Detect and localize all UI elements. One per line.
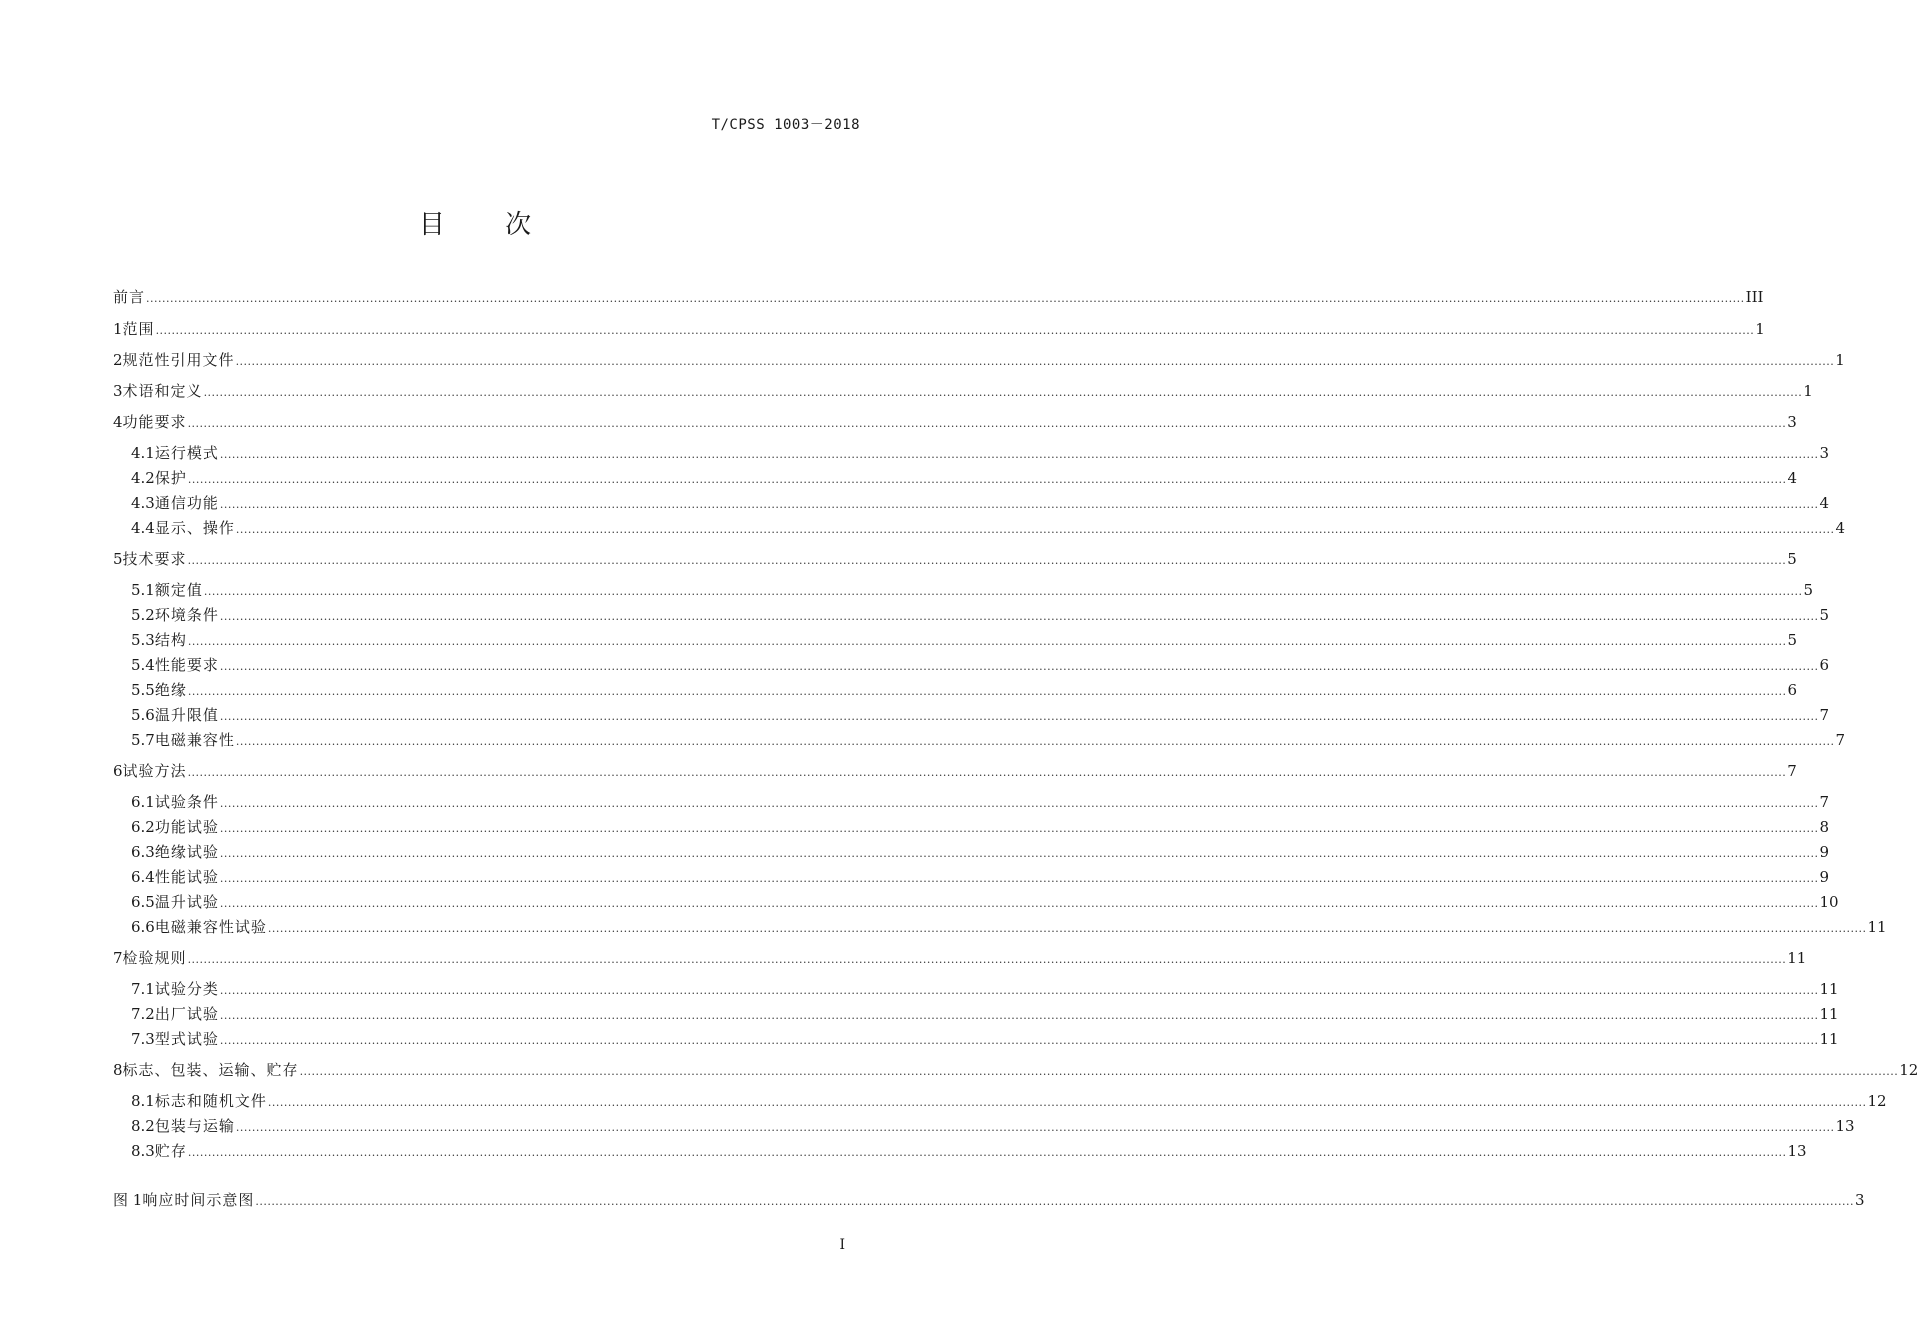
toc-entry[interactable] bbox=[113, 548, 1797, 570]
toc-entry-label: 电磁兼容性试验 bbox=[154, 918, 267, 936]
toc-entry-number: 6.1 bbox=[131, 793, 155, 811]
toc-entry-number: 6.6 bbox=[131, 918, 155, 936]
dot-leader: ................................................................................................................................................................................................................................................................................................................................................................................................................ bbox=[219, 872, 1819, 885]
dot-leader: ................................................................................................................................................................................................................................................................................................................................................................................................................ bbox=[219, 897, 1819, 910]
toc-entry-page: 8 bbox=[1819, 818, 1830, 836]
toc-entry-number: 5.4 bbox=[131, 656, 155, 674]
toc-entry[interactable] bbox=[131, 816, 1830, 838]
dot-leader: ................................................................................................................................................................................................................................................................................................................................................................................................................ bbox=[155, 324, 1755, 337]
toc-entry-page: 10 bbox=[1819, 893, 1839, 911]
toc-entry-number: 5.1 bbox=[131, 581, 155, 599]
toc-entry-label: 范围 bbox=[122, 320, 155, 338]
toc-entry-label: 功能要求 bbox=[122, 413, 187, 431]
toc-entry-page: 6 bbox=[1787, 681, 1798, 699]
toc-entry-number: 5.3 bbox=[131, 631, 155, 649]
toc-entry-label: 响应时间示意图 bbox=[142, 1191, 255, 1209]
toc-entry-label: 电磁兼容性 bbox=[154, 731, 235, 749]
dot-leader: ................................................................................................................................................................................................................................................................................................................................................................................................................ bbox=[187, 554, 1787, 567]
toc-entry-number: 7.1 bbox=[131, 980, 155, 998]
toc-entry[interactable] bbox=[131, 604, 1830, 626]
toc-entry-label: 通信功能 bbox=[154, 494, 219, 512]
toc-entry-label: 前言 bbox=[113, 288, 146, 306]
toc-entry-number: 8.3 bbox=[131, 1142, 155, 1160]
dot-leader: ................................................................................................................................................................................................................................................................................................................................................................................................................ bbox=[203, 386, 1803, 399]
dot-leader: ................................................................................................................................................................................................................................................................................................................................................................................................................ bbox=[299, 1065, 1899, 1078]
dot-leader: ................................................................................................................................................................................................................................................................................................................................................................................................................ bbox=[219, 984, 1819, 997]
toc-entry[interactable] bbox=[131, 791, 1830, 813]
toc-entry-number: 5.5 bbox=[131, 681, 155, 699]
toc-entry-label: 包装与运输 bbox=[154, 1117, 235, 1135]
toc-entry-page: 11 bbox=[1819, 980, 1839, 998]
page-title: 目 次 bbox=[418, 210, 558, 240]
toc-entry[interactable] bbox=[131, 629, 1798, 651]
toc-entry-label: 温升限值 bbox=[154, 706, 219, 724]
toc-entry-label: 运行模式 bbox=[154, 444, 219, 462]
toc-entry-label: 功能试验 bbox=[154, 818, 219, 836]
toc-entry-number: 1 bbox=[113, 320, 123, 338]
dot-leader: ................................................................................................................................................................................................................................................................................................................................................................................................................ bbox=[219, 448, 1819, 461]
dot-leader: ................................................................................................................................................................................................................................................................................................................................................................................................................ bbox=[219, 822, 1819, 835]
toc-entry-label: 技术要求 bbox=[122, 550, 187, 568]
dot-leader: ................................................................................................................................................................................................................................................................................................................................................................................................................ bbox=[235, 1121, 1835, 1134]
toc-entry-page: 1 bbox=[1755, 320, 1765, 338]
dot-leader: ................................................................................................................................................................................................................................................................................................................................................................................................................ bbox=[187, 766, 1787, 779]
toc-entry-page: 5 bbox=[1787, 550, 1797, 568]
toc-entry-number: 8.2 bbox=[131, 1117, 155, 1135]
toc-entry-number: 3 bbox=[113, 382, 123, 400]
toc-entry-label: 出厂试验 bbox=[154, 1005, 219, 1023]
dot-leader: ................................................................................................................................................................................................................................................................................................................................................................................................................ bbox=[267, 922, 1867, 935]
standard-code: T/CPSS 1003－2018 bbox=[711, 117, 860, 133]
page-number: I bbox=[839, 1237, 845, 1253]
dot-leader: ................................................................................................................................................................................................................................................................................................................................................................................................................ bbox=[219, 847, 1819, 860]
toc-entry-label: 试验方法 bbox=[122, 762, 187, 780]
toc-entry-page: 4 bbox=[1835, 519, 1846, 537]
toc-entry-number: 7.2 bbox=[131, 1005, 155, 1023]
toc-entry-page: 5 bbox=[1787, 631, 1798, 649]
toc-entry[interactable] bbox=[131, 442, 1830, 464]
toc-entry-label: 型式试验 bbox=[154, 1030, 219, 1048]
dot-leader: ................................................................................................................................................................................................................................................................................................................................................................................................................ bbox=[187, 685, 1787, 698]
toc-entry[interactable] bbox=[113, 286, 1764, 308]
toc-entry-number: 6.5 bbox=[131, 893, 155, 911]
toc-entry-number: 4.4 bbox=[131, 519, 155, 537]
toc-entry-number: 5.6 bbox=[131, 706, 155, 724]
toc-entry-number: 6.2 bbox=[131, 818, 155, 836]
toc-entry-label: 温升试验 bbox=[154, 893, 219, 911]
toc-entry-number: 5.7 bbox=[131, 731, 155, 749]
toc-entry[interactable] bbox=[113, 947, 1807, 969]
toc-entry-label: 结构 bbox=[154, 631, 187, 649]
toc-entry-number: 4.3 bbox=[131, 494, 155, 512]
toc-entry-number: 8.1 bbox=[131, 1092, 155, 1110]
toc-entry-number: 7 bbox=[113, 949, 123, 967]
toc-entry-page: 11 bbox=[1819, 1005, 1839, 1023]
toc-entry-page: III bbox=[1745, 288, 1764, 306]
toc-entry[interactable] bbox=[131, 866, 1830, 888]
toc-entry-label: 性能要求 bbox=[154, 656, 219, 674]
toc-entry-page: 5 bbox=[1819, 606, 1830, 624]
toc-entry-label: 保护 bbox=[154, 469, 187, 487]
toc-entry[interactable] bbox=[131, 654, 1830, 676]
toc-entry-page: 4 bbox=[1787, 469, 1798, 487]
toc-entry[interactable] bbox=[131, 1028, 1839, 1050]
toc-entry-label: 标志、包装、运输、贮存 bbox=[122, 1061, 299, 1079]
toc-entry-page: 12 bbox=[1899, 1061, 1918, 1079]
toc-entry[interactable] bbox=[131, 579, 1814, 601]
toc-entry-page: 7 bbox=[1819, 706, 1830, 724]
dot-leader: ................................................................................................................................................................................................................................................................................................................................................................................................................ bbox=[255, 1195, 1854, 1208]
toc-entry-number: 6.3 bbox=[131, 843, 155, 861]
toc-entry[interactable] bbox=[131, 891, 1839, 913]
toc-entry-page: 9 bbox=[1819, 843, 1830, 861]
dot-leader: ................................................................................................................................................................................................................................................................................................................................................................................................................ bbox=[219, 1034, 1819, 1047]
toc-entry-page: 7 bbox=[1787, 762, 1797, 780]
dot-leader: ................................................................................................................................................................................................................................................................................................................................................................................................................ bbox=[187, 473, 1787, 486]
toc-entry[interactable] bbox=[113, 760, 1797, 782]
toc-entry-label: 试验条件 bbox=[154, 793, 219, 811]
dot-leader: ................................................................................................................................................................................................................................................................................................................................................................................................................ bbox=[219, 797, 1819, 810]
toc-entry-page: 6 bbox=[1819, 656, 1830, 674]
toc-entry[interactable] bbox=[113, 318, 1765, 340]
toc-entry-page: 3 bbox=[1819, 444, 1830, 462]
toc-entry-number: 5 bbox=[113, 550, 123, 568]
dot-leader: ................................................................................................................................................................................................................................................................................................................................................................................................................ bbox=[219, 1009, 1819, 1022]
toc-entry[interactable] bbox=[131, 1115, 1855, 1137]
toc-entry-page: 7 bbox=[1835, 731, 1846, 749]
toc-entry[interactable] bbox=[131, 978, 1839, 1000]
toc-entry-page: 9 bbox=[1819, 868, 1830, 886]
toc-entry-label: 性能试验 bbox=[154, 868, 219, 886]
toc-entry-page: 4 bbox=[1819, 494, 1830, 512]
toc-entry-number: 图 1 bbox=[113, 1191, 143, 1209]
dot-leader: ................................................................................................................................................................................................................................................................................................................................................................................................................ bbox=[235, 735, 1835, 748]
toc-entry-number: 4 bbox=[113, 413, 123, 431]
dot-leader: ................................................................................................................................................................................................................................................................................................................................................................................................................ bbox=[187, 953, 1787, 966]
dot-leader: ................................................................................................................................................................................................................................................................................................................................................................................................................ bbox=[187, 635, 1787, 648]
toc-entry[interactable] bbox=[113, 380, 1813, 402]
toc-entry[interactable] bbox=[131, 729, 1846, 751]
toc-entry[interactable] bbox=[131, 1140, 1807, 1162]
toc-entry-page: 7 bbox=[1819, 793, 1830, 811]
dot-leader: ................................................................................................................................................................................................................................................................................................................................................................................................................ bbox=[219, 610, 1819, 623]
toc-entry-number: 4.2 bbox=[131, 469, 155, 487]
toc-entry[interactable] bbox=[131, 704, 1830, 726]
toc-entry[interactable] bbox=[131, 841, 1830, 863]
toc-entry-page: 13 bbox=[1787, 1142, 1807, 1160]
toc-entry-number: 7.3 bbox=[131, 1030, 155, 1048]
toc-entry[interactable] bbox=[131, 1090, 1887, 1112]
dot-leader: ................................................................................................................................................................................................................................................................................................................................................................................................................ bbox=[219, 710, 1819, 723]
toc-entry-label: 绝缘 bbox=[154, 681, 187, 699]
toc-entry[interactable] bbox=[131, 517, 1846, 539]
toc-entry-number: 5.2 bbox=[131, 606, 155, 624]
toc-entry-page: 3 bbox=[1787, 413, 1797, 431]
dot-leader: ................................................................................................................................................................................................................................................................................................................................................................................................................ bbox=[203, 585, 1803, 598]
toc-entry-label: 规范性引用文件 bbox=[122, 351, 235, 369]
toc-entry-page: 11 bbox=[1787, 949, 1807, 967]
dot-leader: ................................................................................................................................................................................................................................................................................................................................................................................................................ bbox=[187, 1146, 1787, 1159]
toc-entry[interactable] bbox=[131, 467, 1798, 489]
toc-entry-page: 11 bbox=[1819, 1030, 1839, 1048]
toc-entry[interactable] bbox=[131, 916, 1887, 938]
toc-entry-number: 8 bbox=[113, 1061, 123, 1079]
toc-entry[interactable] bbox=[131, 1003, 1839, 1025]
toc-entry-label: 显示、操作 bbox=[154, 519, 235, 537]
toc-entry[interactable] bbox=[131, 492, 1830, 514]
toc-entry-page: 11 bbox=[1867, 918, 1887, 936]
dot-leader: ................................................................................................................................................................................................................................................................................................................................................................................................................ bbox=[235, 523, 1835, 536]
toc-entry-page: 13 bbox=[1835, 1117, 1855, 1135]
toc-entry-label: 检验规则 bbox=[122, 949, 187, 967]
toc-entry-page: 1 bbox=[1803, 382, 1813, 400]
toc-entry-number: 6.4 bbox=[131, 868, 155, 886]
toc-entry-label: 环境条件 bbox=[154, 606, 219, 624]
dot-leader: ................................................................................................................................................................................................................................................................................................................................................................................................................ bbox=[146, 292, 1745, 305]
toc-entry-page: 3 bbox=[1854, 1191, 1865, 1209]
toc-entry-label: 标志和随机文件 bbox=[154, 1092, 267, 1110]
toc-entry[interactable] bbox=[131, 679, 1798, 701]
toc-entry-page: 12 bbox=[1867, 1092, 1887, 1110]
dot-leader: ................................................................................................................................................................................................................................................................................................................................................................................................................ bbox=[219, 498, 1819, 511]
toc-entry-number: 2 bbox=[113, 351, 123, 369]
toc-entry-label: 试验分类 bbox=[154, 980, 219, 998]
dot-leader: ................................................................................................................................................................................................................................................................................................................................................................................................................ bbox=[235, 355, 1835, 368]
toc-entry-number: 4.1 bbox=[131, 444, 155, 462]
toc-entry-label: 贮存 bbox=[154, 1142, 187, 1160]
toc-entry[interactable] bbox=[113, 1059, 1918, 1081]
toc-entry-number: 6 bbox=[113, 762, 123, 780]
toc-entry[interactable] bbox=[113, 349, 1845, 371]
toc-entry-label: 绝缘试验 bbox=[154, 843, 219, 861]
toc-entry-page: 1 bbox=[1835, 351, 1845, 369]
toc-entry-label: 额定值 bbox=[154, 581, 203, 599]
toc-entry-label: 术语和定义 bbox=[122, 382, 203, 400]
toc-entry[interactable] bbox=[113, 1189, 1865, 1211]
dot-leader: ................................................................................................................................................................................................................................................................................................................................................................................................................ bbox=[187, 417, 1787, 430]
dot-leader: ................................................................................................................................................................................................................................................................................................................................................................................................................ bbox=[219, 660, 1819, 673]
toc-entry-page: 5 bbox=[1803, 581, 1814, 599]
dot-leader: ................................................................................................................................................................................................................................................................................................................................................................................................................ bbox=[267, 1096, 1867, 1109]
toc-entry[interactable] bbox=[113, 411, 1797, 433]
